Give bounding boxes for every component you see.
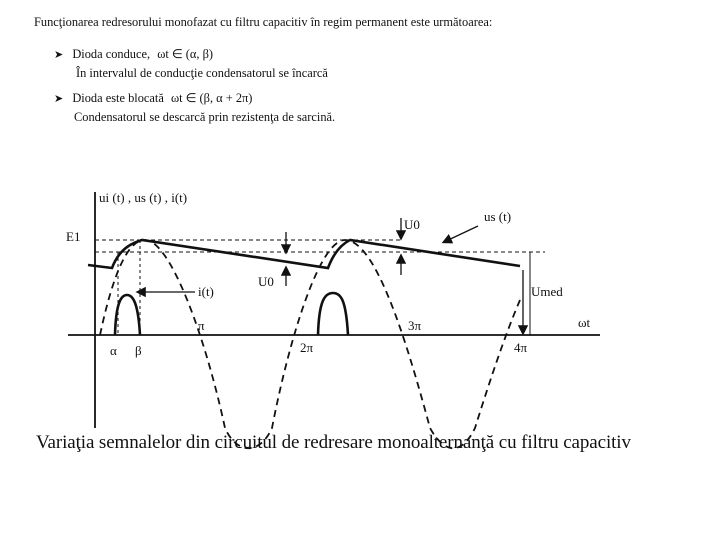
us-label: us (t) [484,209,512,224]
bullet-conduction-text: Dioda conduce, [72,47,151,61]
conduction-detail: În intervalul de conducţie condensatorul se încarcă [76,66,328,80]
figure-caption: Variaţia semnalelor din circuitul de redresare monoalternanţă cu filtru capacitiv [36,432,631,453]
current-pulse-2 [318,293,348,335]
bullet-conduction-formula: ωt ∈ (α, β) [157,47,214,61]
us-pointer-arrow [444,226,478,242]
umed-label: Umed [531,284,563,299]
tick-2pi: 2π [300,340,314,355]
y-axis-label: ui (t) , us (t) , i(t) [99,190,188,205]
tick-pi: π [198,318,205,333]
tick-alpha: α [110,343,117,358]
blocked-detail: Condensatorul se descarcă prin rezistenţa de sarcină. [74,110,336,124]
u0-label-bottom: U0 [258,274,274,289]
bullet-blocked-formula: ωt ∈ (β, α + 2π) [170,91,253,105]
tick-3pi: 3π [408,318,422,333]
u0-label-top: U0 [404,217,420,232]
tick-beta: β [135,343,142,358]
tick-4pi: 4π [514,340,528,355]
intro-paragraph: Funcţionarea redresorului monofazat cu filtru capacitiv în regim permanent este următoarea: [34,15,493,29]
output-voltage-curve [88,240,520,268]
x-axis-label: ωt [578,315,591,330]
triangle-arrow-right-icon: ➤ [54,92,64,105]
triangle-arrow-right-icon: ➤ [54,48,64,61]
current-pulse-1 [115,295,140,335]
i-label: i(t) [198,284,214,299]
bullet-blocked-text: Dioda este blocată [72,91,164,105]
e1-label: E1 [66,229,81,244]
